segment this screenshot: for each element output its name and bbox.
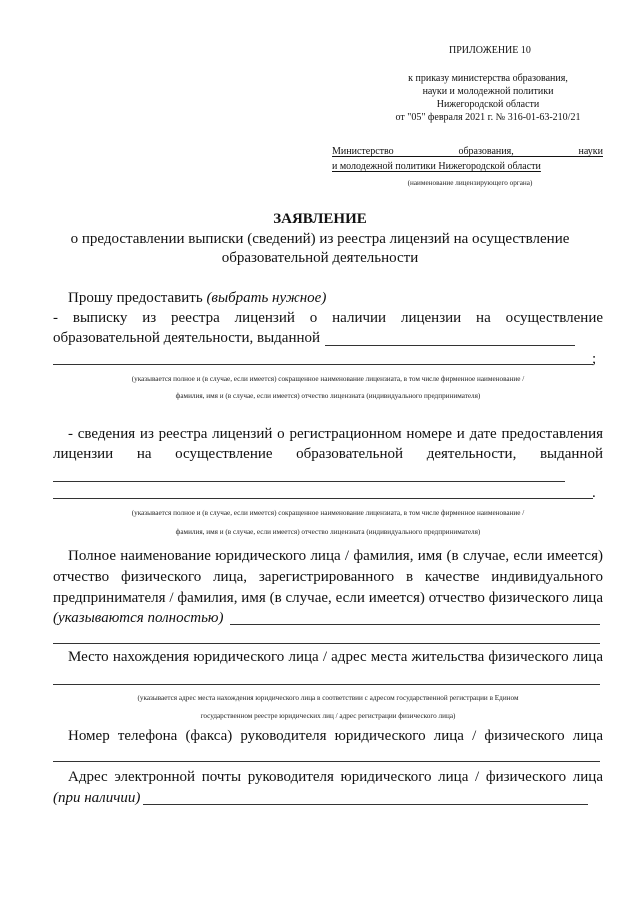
address-caption-2: государственном реестре юридических лиц / адрес регистрации физического лица)	[200, 712, 456, 720]
order-line-3: Нижегородской области	[436, 99, 540, 110]
order-line-2: науки и молодежной политики	[422, 86, 554, 97]
option-extract-caption-1: (указывается полное и (в случае, если имеется) сокращенное наименование лицензиата, в том числе фирменное наименование /	[131, 375, 525, 383]
order-line-4: от "05" февраля 2021 г. № 316-01-63-210/21	[395, 112, 581, 123]
full-name-hint: (указываются полностью)	[53, 610, 224, 626]
document-title: ЗАЯВЛЕНИЕ	[273, 211, 367, 227]
option-info-line-2: лицензии на осуществление образовательной деятельности, выданной	[53, 446, 603, 462]
full-name-line-2: отчество физического лица, зарегистрированного в качестве индивидуального	[53, 569, 603, 585]
appendix-title: ПРИЛОЖЕНИЕ 10	[449, 45, 531, 56]
email-hint: (при наличии)	[53, 790, 141, 806]
issued-to-field[interactable]	[325, 345, 575, 346]
address-caption-1: (указывается адрес места нахождения юридического лица в соответствии с адресом государственной регистрации в Едином	[137, 694, 519, 702]
option-info-caption-2: фамилия, имя и (в случае, если имеется) отчество лицензиата (индивидуального предпринимателя)	[175, 528, 481, 536]
licensee-name-field[interactable]	[53, 364, 593, 365]
option-info-line-1: - сведения из реестра лицензий о регистрационном номере и дате предоставления	[68, 426, 603, 442]
option-info-caption-1: (указывается полное и (в случае, если имеется) сокращенное наименование лицензиата, в том числе фирменное наименование /	[131, 509, 525, 517]
option-info-field-1[interactable]	[53, 481, 565, 482]
full-name-field[interactable]	[230, 624, 600, 625]
phone-field[interactable]	[53, 761, 600, 762]
option-extract-line-2: образовательной деятельности, выданной	[53, 330, 321, 346]
full-name-line-1: Полное наименование юридического лица / фамилия, имя (в случае, если имеется)	[68, 548, 603, 564]
email-label: Адрес электронной почты руководителя юридического лица / физического лица	[68, 769, 603, 785]
request-label: Прошу предоставить (выбрать нужное)	[68, 290, 327, 306]
addressee-line-2: и молодежной политики Нижегородской области	[332, 161, 541, 172]
subtitle-line-1: о предоставлении выписки (сведений) из реестра лицензий на осуществление	[70, 231, 570, 247]
option-info-field-2[interactable]	[53, 498, 593, 499]
addressee-line-1: Министерство образования, науки	[332, 146, 603, 157]
address-field[interactable]	[53, 684, 600, 685]
email-field[interactable]	[143, 804, 588, 805]
period: .	[592, 485, 596, 501]
option-extract-line-1: - выписку из реестра лицензий о наличии лицензии на осуществление	[53, 310, 603, 326]
phone-label: Номер телефона (факса) руководителя юридического лица / физического лица	[68, 728, 603, 744]
order-line-1: к приказу министерства образования,	[408, 73, 568, 84]
full-name-line-3: предпринимателя / фамилия, имя (в случае, если имеется) отчество физического лица	[53, 590, 603, 606]
full-name-field-2[interactable]	[53, 643, 600, 644]
option-extract-caption-2: фамилия, имя и (в случае, если имеется) отчество лицензиата (индивидуального предпринимателя)	[175, 392, 481, 400]
subtitle-line-2: образовательной деятельности	[221, 250, 419, 266]
addressee-caption: (наименование лицензирующего органа)	[407, 179, 533, 187]
address-label: Место нахождения юридического лица / адрес места жительства физического лица	[68, 649, 603, 665]
semicolon: ;	[592, 351, 597, 367]
